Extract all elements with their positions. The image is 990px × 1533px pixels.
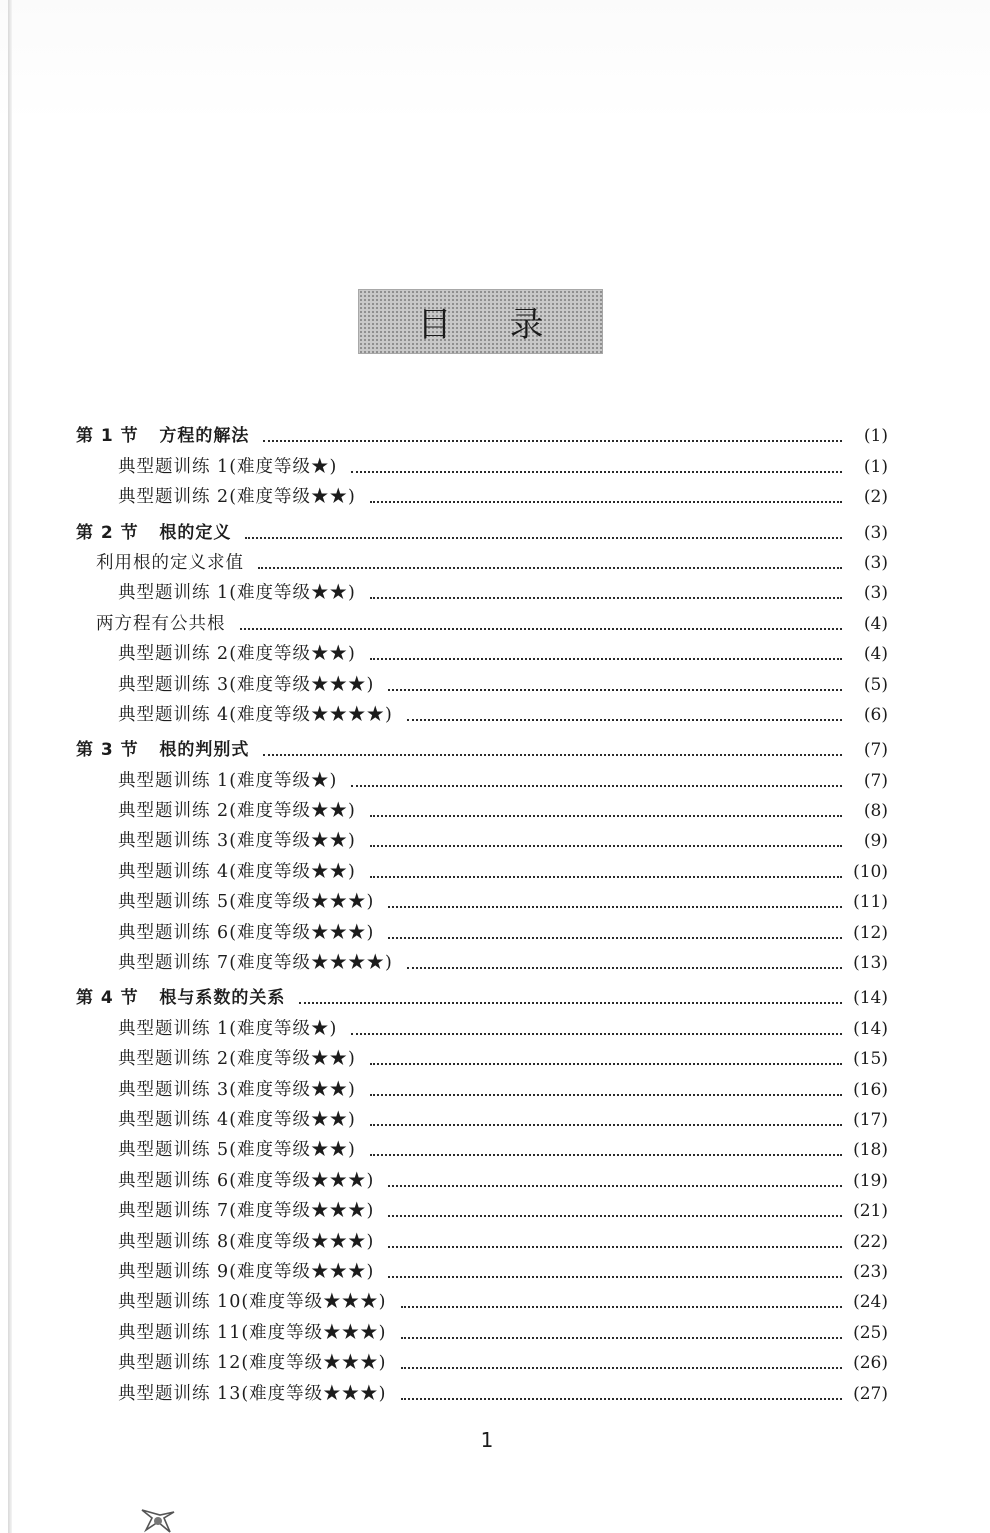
toc-entry-row [76, 1344, 888, 1374]
toc-entry-title: 典型题训练 3(难度等级★★) [118, 831, 356, 852]
table-of-contents [76, 417, 888, 1405]
toc-entry-row [76, 665, 888, 695]
toc-entry-row [76, 574, 888, 604]
dot-leader [370, 597, 842, 599]
toc-entry-title: 典型题训练 10(难度等级★★★) [118, 1292, 387, 1313]
toc-entry-row [76, 852, 888, 882]
toc-entry-page: (11) [853, 892, 888, 913]
toc-entry-page: (3) [863, 522, 888, 543]
dot-leader [407, 967, 842, 969]
corner-logo-icon [138, 1508, 178, 1533]
toc-entry-page: (9) [863, 831, 888, 852]
toc-entry-title: 典型题训练 2(难度等级★★) [118, 487, 356, 508]
toc-entry-title: 典型题训练 4(难度等级★★) [118, 1109, 356, 1130]
toc-entry-title: 典型题训练 2(难度等级★★) [118, 1049, 356, 1070]
toc-entry-page: (1) [863, 456, 888, 477]
toc-entry-page: (27) [853, 1383, 888, 1404]
toc-entry-row [76, 696, 888, 726]
toc-entry-title: 典型题训练 9(难度等级★★★) [118, 1261, 375, 1282]
dot-leader [388, 689, 842, 691]
toc-section-row [76, 513, 888, 543]
toc-entry-row [76, 883, 888, 913]
toc-entry-page: (2) [863, 487, 888, 508]
toc-entry-row [76, 635, 888, 665]
dot-leader [351, 471, 842, 473]
dot-leader [370, 815, 842, 817]
toc-entry-row [76, 1283, 888, 1313]
toc-heading-box [358, 289, 603, 354]
toc-entry-page: (7) [863, 740, 888, 761]
toc-entry-title: 典型题训练 2(难度等级★★) [118, 801, 356, 822]
toc-entry-row [76, 944, 888, 974]
dot-leader [299, 1002, 842, 1004]
dot-leader [351, 785, 842, 787]
toc-entry-title: 典型题训练 3(难度等级★★★) [118, 674, 375, 695]
toc-entry-page: (24) [853, 1292, 888, 1313]
toc-entry-row [76, 447, 888, 477]
toc-entry-page: (25) [853, 1322, 888, 1343]
toc-entry-page: (4) [863, 613, 888, 634]
page-number: 1 [480, 1428, 494, 1452]
toc-entry-title: 典型题训练 13(难度等级★★★) [118, 1383, 387, 1404]
dot-leader [370, 501, 842, 503]
dot-leader [370, 1124, 842, 1126]
toc-entry-title: 利用根的定义求值 [96, 552, 244, 573]
toc-entry-title: 典型题训练 1(难度等级★) [118, 770, 338, 791]
toc-entry-row [76, 478, 888, 508]
toc-entry-title: 典型题训练 3(难度等级★★) [118, 1079, 356, 1100]
dot-leader [388, 906, 842, 908]
toc-entry-title: 第 3 节 根的判别式 [76, 740, 250, 761]
toc-section-row [76, 731, 888, 761]
dot-leader [370, 1063, 842, 1065]
dot-leader [388, 937, 842, 939]
toc-entry-row [76, 1101, 888, 1131]
dot-leader [401, 1306, 843, 1308]
dot-leader [401, 1398, 843, 1400]
page-edge-shadow [8, 0, 12, 1533]
dot-leader [370, 658, 842, 660]
dot-leader [370, 876, 842, 878]
toc-entry-row [76, 544, 888, 574]
dot-leader [370, 1094, 842, 1096]
toc-entry-page: (17) [853, 1109, 888, 1130]
toc-entry-row [76, 1192, 888, 1222]
toc-entry-title: 典型题训练 1(难度等级★) [118, 456, 338, 477]
toc-entry-row [76, 1161, 888, 1191]
toc-entry-page: (16) [853, 1079, 888, 1100]
toc-entry-title: 两方程有公共根 [96, 613, 226, 634]
toc-entry-title: 典型题训练 1(难度等级★) [118, 1018, 338, 1039]
dot-leader [258, 567, 842, 569]
toc-entry-page: (14) [853, 988, 888, 1009]
toc-entry-row [76, 1009, 888, 1039]
toc-entry-title: 第 4 节 根与系数的关系 [76, 988, 286, 1009]
toc-entry-page: (6) [863, 704, 888, 725]
toc-entry-page: (19) [853, 1170, 888, 1191]
toc-entry-page: (26) [853, 1353, 888, 1374]
toc-entry-page: (7) [863, 770, 888, 791]
toc-entry-page: (23) [853, 1261, 888, 1282]
toc-entry-page: (8) [863, 801, 888, 822]
toc-entry-page: (1) [863, 426, 888, 447]
toc-entry-title: 典型题训练 1(难度等级★★) [118, 583, 356, 604]
toc-entry-page: (14) [853, 1018, 888, 1039]
toc-entry-page: (15) [853, 1049, 888, 1070]
toc-entry-title: 典型题训练 4(难度等级★★★★) [118, 704, 393, 725]
toc-entry-row [76, 604, 888, 634]
toc-section-row [76, 417, 888, 447]
toc-entry-page: (3) [863, 583, 888, 604]
toc-entry-row [76, 1131, 888, 1161]
toc-entry-title: 典型题训练 5(难度等级★★★) [118, 892, 375, 913]
toc-entry-row [76, 1253, 888, 1283]
toc-entry-page: (12) [853, 922, 888, 943]
dot-leader [240, 628, 843, 630]
toc-entry-title: 第 2 节 根的定义 [76, 522, 232, 543]
toc-entry-title: 典型题训练 2(难度等级★★) [118, 644, 356, 665]
toc-entry-title: 第 1 节 方程的解法 [76, 426, 250, 447]
toc-entry-row [76, 1070, 888, 1100]
toc-entry-title: 典型题训练 11(难度等级★★★) [118, 1322, 387, 1343]
dot-leader [370, 1154, 842, 1156]
toc-entry-row [76, 822, 888, 852]
dot-leader [388, 1276, 842, 1278]
toc-entry-title: 典型题训练 6(难度等级★★★) [118, 1170, 375, 1191]
dot-leader [388, 1215, 842, 1217]
toc-entry-row [76, 1313, 888, 1343]
dot-leader [370, 845, 842, 847]
toc-entry-row [76, 1040, 888, 1070]
dot-leader [407, 719, 842, 721]
dot-leader [388, 1185, 842, 1187]
dot-leader [351, 1033, 842, 1035]
toc-entry-page: (4) [863, 644, 888, 665]
toc-entry-row [76, 913, 888, 943]
dot-leader [263, 754, 842, 756]
toc-entry-page: (21) [853, 1201, 888, 1222]
toc-entry-page: (18) [853, 1140, 888, 1161]
dot-leader [245, 537, 842, 539]
toc-entry-title: 典型题训练 8(难度等级★★★) [118, 1231, 375, 1252]
toc-entry-page: (3) [863, 552, 888, 573]
toc-entry-title: 典型题训练 4(难度等级★★) [118, 861, 356, 882]
toc-entry-title: 典型题训练 7(难度等级★★★) [118, 1201, 375, 1222]
toc-entry-page: (22) [853, 1231, 888, 1252]
dot-leader [388, 1246, 842, 1248]
toc-entry-row [76, 761, 888, 791]
toc-entry-page: (13) [853, 953, 888, 974]
toc-entry-row [76, 792, 888, 822]
toc-entry-title: 典型题训练 12(难度等级★★★) [118, 1353, 387, 1374]
dot-leader [401, 1367, 843, 1369]
toc-entry-row [76, 1222, 888, 1252]
toc-entry-title: 典型题训练 5(难度等级★★) [118, 1140, 356, 1161]
toc-entry-row [76, 1374, 888, 1404]
toc-entry-title: 典型题训练 7(难度等级★★★★) [118, 953, 393, 974]
toc-entry-title: 典型题训练 6(难度等级★★★) [118, 922, 375, 943]
dot-leader [401, 1337, 843, 1339]
toc-entry-page: (10) [853, 861, 888, 882]
toc-heading: 目录 [417, 305, 602, 345]
toc-section-row [76, 979, 888, 1009]
dot-leader [263, 440, 842, 442]
toc-entry-page: (5) [863, 674, 888, 695]
